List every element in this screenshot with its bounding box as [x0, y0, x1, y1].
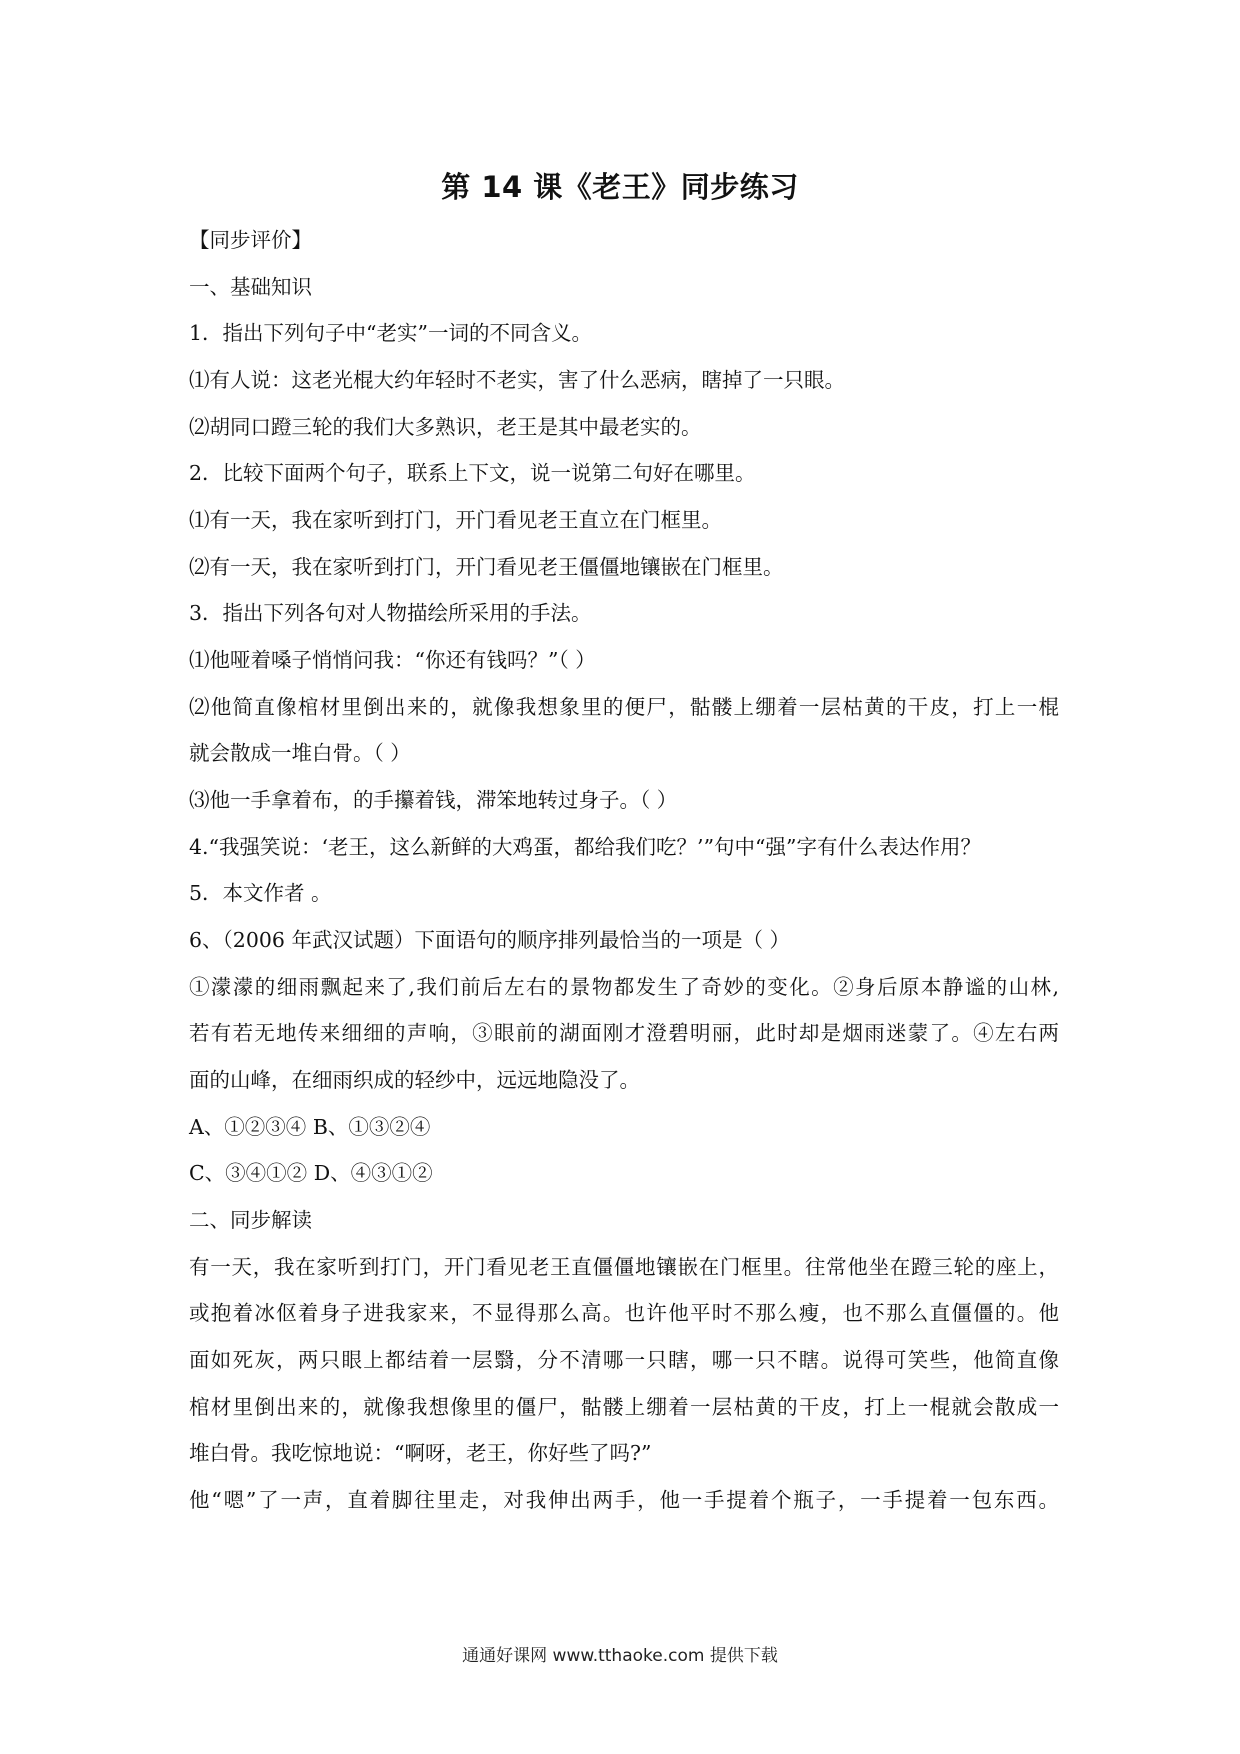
question-3-sentence-2-line-2: 就会散成一堆白骨。（ ） — [189, 741, 411, 765]
question-6-passage-line-2: 若有若无地传来细细的声响，③眼前的湖面刚才澄碧明丽，此时却是烟雨迷蒙了。④左右两 — [189, 1021, 1059, 1045]
question-6-passage-line-3: 面的山峰，在细雨织成的轻纱中，远远地隐没了。 — [189, 1068, 640, 1092]
question-1-sentence-2: ⑵胡同口蹬三轮的我们大多熟识，老王是其中最老实的。 — [189, 415, 702, 439]
question-2-stem: 2．比较下面两个句子，联系上下文，说一说第二句好在哪里。 — [189, 461, 756, 485]
question-1-sentence-1: ⑴有人说：这老光棍大约年轻时不老实，害了什么恶病，瞎掉了一只眼。 — [189, 368, 845, 392]
reading-line-5: 堆白骨。我吃惊地说：“啊呀，老王，你好些了吗?” — [189, 1441, 652, 1465]
question-6-passage-line-1: ①濛濛的细雨飘起来了,我们前后左右的景物都发生了奇妙的变化。②身后原本静谧的山林, — [189, 975, 1059, 999]
section-header: 【同步评价】 — [189, 228, 312, 252]
question-3-stem: 3．指出下列各句对人物描绘所采用的手法。 — [189, 601, 592, 625]
question-4: 4.“我强笑说：‘老王，这么新鲜的大鸡蛋，都给我们吃？’”句中“强”字有什么表达作用？ — [189, 835, 982, 859]
question-6-stem: 6、（2006 年武汉试题）下面语句的顺序排列最恰当的一项是（ ） — [189, 928, 790, 952]
reading-line-1: 有一天，我在家听到打门，开门看见老王直僵僵地镶嵌在门框里。往常他坐在蹬三轮的座上， — [189, 1255, 1059, 1279]
reading-line-4: 棺材里倒出来的，就像我想像里的僵尸，骷髅上绷着一层枯黄的干皮，打上一棍就会散成一 — [189, 1395, 1059, 1419]
question-2-sentence-1: ⑴有一天，我在家听到打门，开门看见老王直立在门框里。 — [189, 508, 722, 532]
question-3-sentence-2-line-1: ⑵他简直像棺材里倒出来的，就像我想象里的便尸，骷髅上绷着一层枯黄的干皮，打上一棍 — [189, 695, 1059, 719]
question-2-sentence-2: ⑵有一天，我在家听到打门，开门看见老王僵僵地镶嵌在门框里。 — [189, 555, 784, 579]
footer-download-notice: 通通好课网 www.tthaoke.com 提供下载 — [462, 1646, 778, 1666]
question-6-options-row-1: A、①②③④ B、①③②④ — [189, 1115, 431, 1139]
part-two-heading: 二、同步解读 — [189, 1208, 312, 1232]
reading-line-6: 他“嗯”了一声，直着脚往里走，对我伸出两手，他一手提着个瓶子，一手提着一包东西。 — [189, 1488, 1059, 1512]
question-3-sentence-1: ⑴他哑着嗓子悄悄问我：“你还有钱吗？”（ ） — [189, 648, 596, 672]
question-1-stem: 1．指出下列句子中“老实”一词的不同含义。 — [189, 321, 593, 345]
question-5: 5．本文作者 。 — [189, 881, 332, 905]
reading-line-3: 面如死灰，两只眼上都结着一层翳，分不清哪一只瞎，哪一只不瞎。说得可笑些，他简直像 — [189, 1348, 1059, 1372]
page-title: 第 14 课《老王》同步练习 — [441, 170, 799, 204]
reading-line-2: 或抱着冰伛着身子进我家来，不显得那么高。也许他平时不那么瘦，也不那么直僵僵的。他 — [189, 1301, 1059, 1325]
question-6-options-row-2: C、③④①② D、④③①② — [189, 1161, 433, 1185]
part-one-heading: 一、基础知识 — [189, 275, 312, 299]
question-3-sentence-3: ⑶他一手拿着布，的手攥着钱，滞笨地转过身子。（ ） — [189, 788, 678, 812]
